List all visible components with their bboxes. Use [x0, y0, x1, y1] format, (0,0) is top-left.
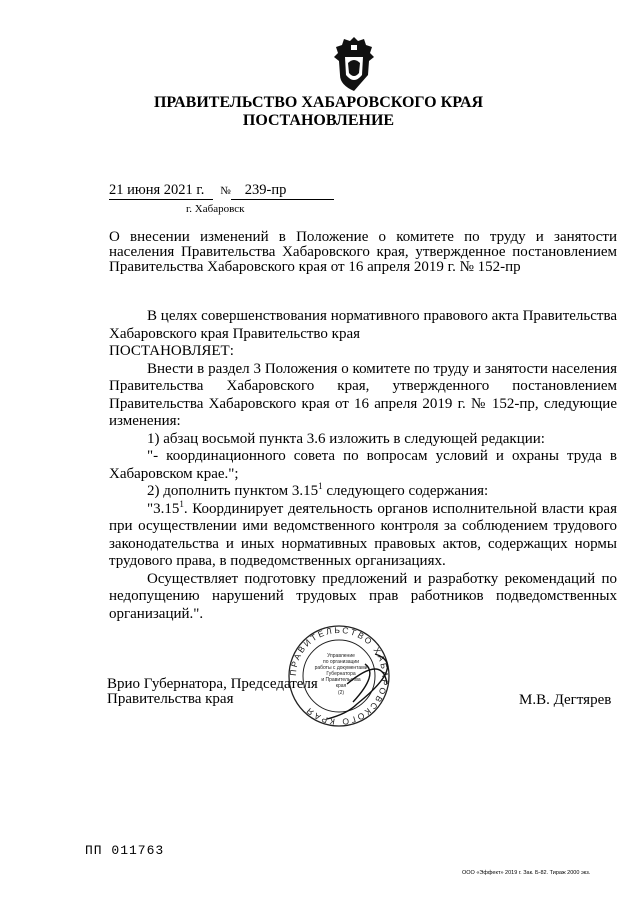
svg-text:ПРАВИТЕЛЬСТВО ХАБАРОВСКОГО КРА: ПРАВИТЕЛЬСТВО ХАБАРОВСКОГО КРАЯ	[287, 624, 391, 728]
document-number: 239-пр	[231, 182, 334, 200]
quoted-clause: "3.15$^1$. Координирует деятельность органов исполнительной власти края при осуществлении ими ведомственного контроля за соблюдением трудового законодательства и иных нормативных правовых актов, содержащих нормы трудового права, в подведомственных организациях.	[109, 498, 617, 569]
intro-paragraph: Внести в раздел 3 Положения о комитете по труду и занятости населения Правительства Хабаровского края, утвержденного постановлением Правительства Хабаровского края от 16 апреля 2019 г. № 152-пр, следующие изменения:	[109, 360, 617, 429]
printer-imprint: ООО «Эффект» 2019 г. Зак. Б-82. Тираж 2000 экз.	[462, 870, 591, 876]
svg-text:работы с документами: работы с документами	[314, 665, 368, 671]
khabarovsk-coat-of-arms-icon	[331, 35, 377, 91]
document-date: 21 июня 2021 г.	[109, 182, 213, 200]
official-seal	[287, 624, 391, 728]
item-1: 1) абзац восьмой пункта 3.6 изложить в следующей редакции:	[147, 430, 545, 447]
signer-position-line1: Врио Губернатора, Председателя	[107, 676, 318, 692]
document-subject: О внесении изменений в Положение о комитете по труду и занятости населения Правительства Хабаровского края, утвержденное постановлением Правительства Хабаровского края от 16 апреля 2019 г. № 152-пр	[109, 229, 617, 275]
svg-text:Управление: Управление	[327, 653, 355, 659]
decree-word: ПОСТАНОВЛЯЕТ:	[109, 343, 234, 359]
document-body	[109, 308, 617, 623]
document-city: г. Хабаровск	[186, 203, 245, 215]
svg-text:по организации: по организации	[322, 659, 360, 665]
government-title: ПРАВИТЕЛЬСТВО ХАБАРОВСКОГО КРАЯ	[153, 94, 484, 111]
item-1-text: "- координационного совета по вопросам условий и охраны труда в Хабаровском крае.";	[109, 448, 617, 482]
number-label: №	[220, 185, 231, 197]
date-number-line	[109, 182, 334, 200]
signer-name: М.В. Дегтярев	[519, 692, 612, 708]
svg-text:Губернатора: Губернатора	[326, 671, 356, 677]
svg-text:(2): (2)	[337, 690, 345, 696]
item-2: 2) дополнить пунктом 3.15$^1$ следующего содержания:	[147, 481, 489, 499]
document-type: ПОСТАНОВЛЕНИЕ	[242, 112, 395, 129]
form-code: ПП 011763	[85, 843, 165, 858]
svg-text:края: края	[335, 683, 347, 689]
svg-text:и Правительства: и Правительства	[321, 677, 361, 683]
preamble: В целях совершенствования нормативного правового акта Правительства Хабаровского края Правительство края	[109, 308, 617, 342]
signer-position-line2: Правительства края	[107, 691, 234, 707]
quoted-clause-2: Осуществляет подготовку предложений и разработку рекомендаций по недопущению нарушений трудовых прав работников подведомственных организаций.".	[109, 570, 617, 622]
